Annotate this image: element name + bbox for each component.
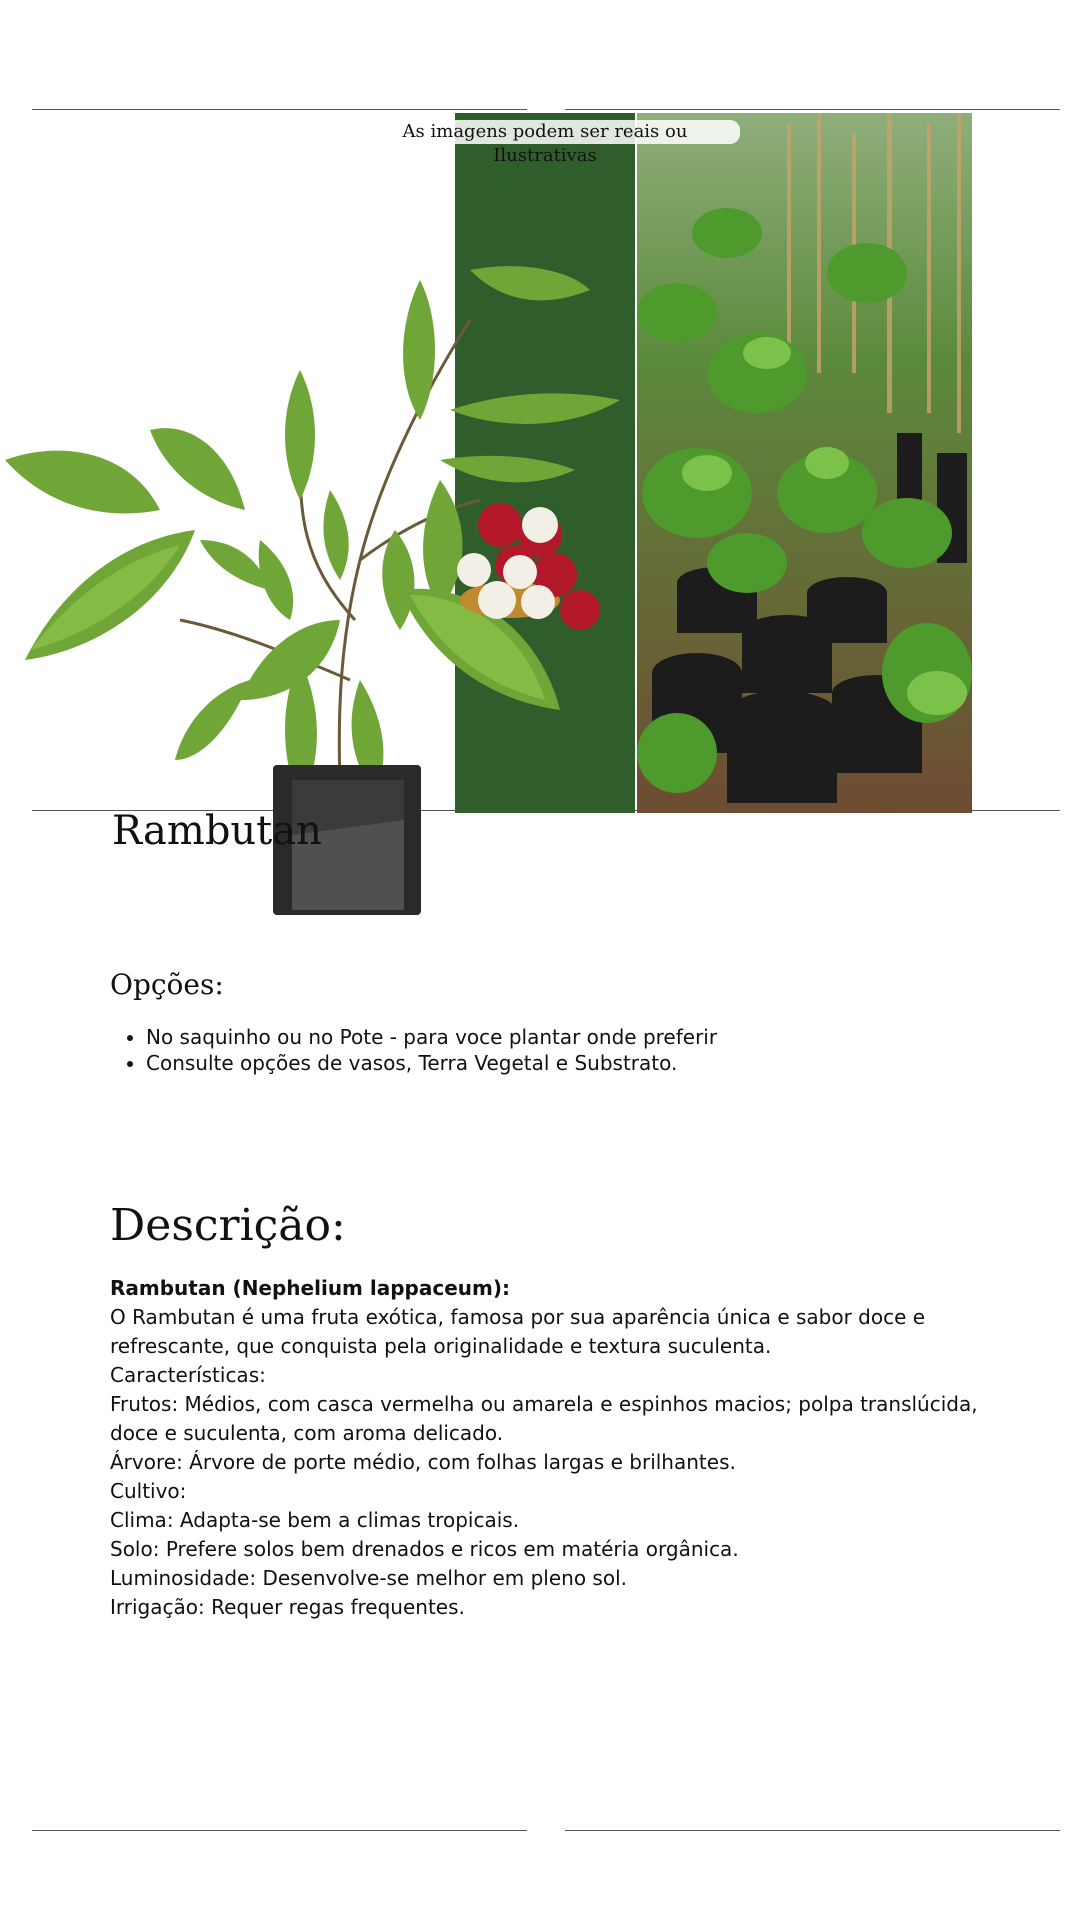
options-heading: Opções:	[110, 968, 224, 1001]
image-disclaimer-caption: As imagens podem ser reais ou Ilustrativas	[350, 120, 740, 144]
description-body	[110, 1274, 990, 1622]
description-line: Frutos: Médios, com casca vermelha ou amarela e espinhos macios; polpa translúcida, doce e suculenta, com aroma delicado.	[110, 1392, 978, 1445]
bottom-rule-right	[565, 1830, 1060, 1831]
description-line: Clima: Adapta-se bem a climas tropicais.	[110, 1508, 520, 1532]
options-list-item: • Consulte opções de vasos, Terra Vegetal e Substrato.	[146, 1050, 717, 1076]
product-title: Rambutan	[112, 808, 322, 854]
description-line: Árvore: Árvore de porte médio, com folhas largas e brilhantes.	[110, 1450, 736, 1474]
description-line: Cultivo:	[110, 1479, 187, 1503]
description-line: Solo: Prefere solos bem drenados e ricos em matéria orgânica.	[110, 1537, 739, 1561]
bottom-rule-left	[32, 1830, 527, 1831]
description-lead: Rambutan (Nephelium lappaceum):	[110, 1276, 510, 1300]
options-list	[110, 1024, 717, 1076]
nursery-photo	[637, 113, 972, 813]
description-line: Características:	[110, 1363, 266, 1387]
description-heading: Descrição:	[110, 1200, 346, 1251]
product-hero-image	[0, 110, 1080, 810]
description-intro: O Rambutan é uma fruta exótica, famosa por sua aparência única e sabor doce e refrescante, que conquista pela originalidade e textura suculenta.	[110, 1305, 926, 1358]
options-list-item: • No saquinho ou no Pote - para voce plantar onde preferir	[146, 1024, 717, 1050]
description-line: Irrigação: Requer regas frequentes.	[110, 1595, 465, 1619]
description-line: Luminosidade: Desenvolve-se melhor em pleno sol.	[110, 1566, 627, 1590]
